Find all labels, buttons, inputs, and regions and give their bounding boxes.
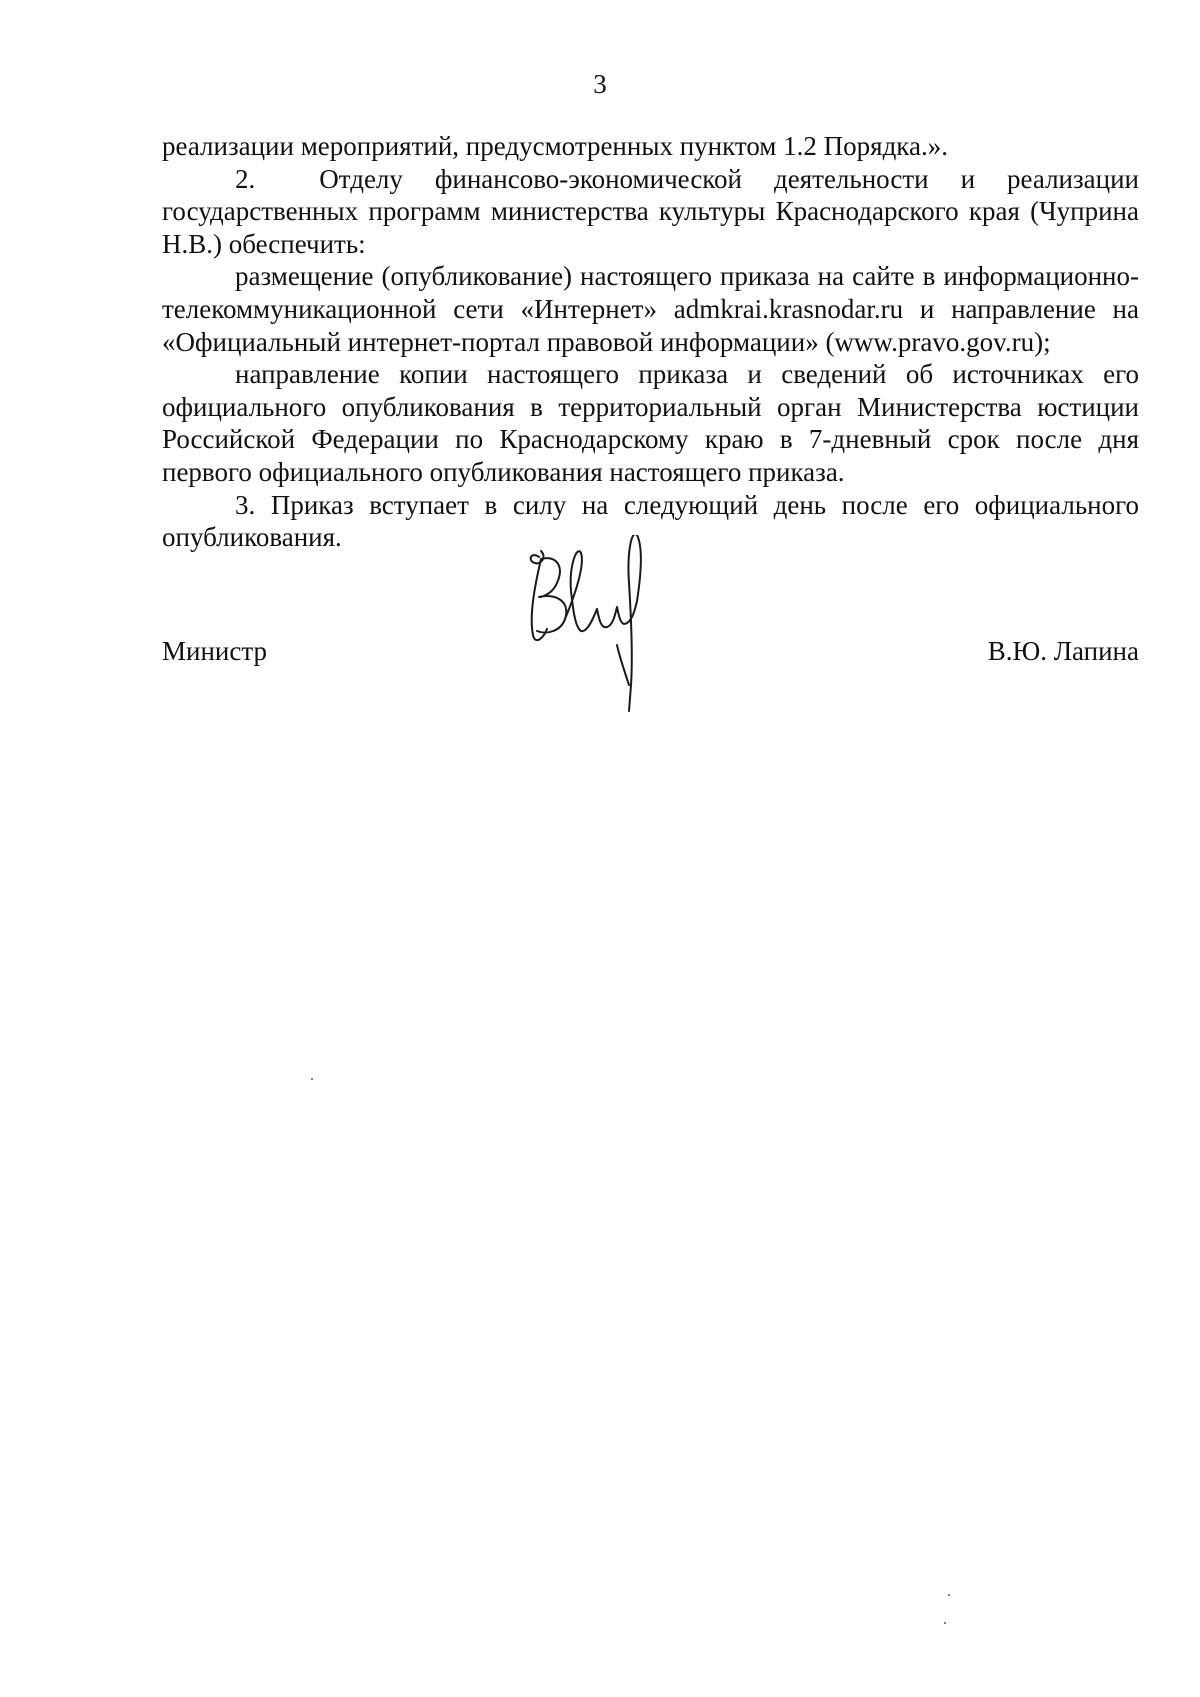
paragraph-continuation: реализации мероприятий, предусмотренных пунктом 1.2 Порядка.».	[162, 131, 948, 161]
paragraph-justice-copy: направление копии настоящего приказа и сведений об источниках его официального опубликования в территориальный орган Министерства юстиции Российской Федерации по Краснодарскому краю в 7-дневный срок после дня первого официального опубликования настоящего приказа.	[162, 359, 1139, 487]
signatory-title: Министр	[162, 636, 267, 666]
scan-artifact-dot	[948, 1594, 950, 1596]
document-body	[162, 130, 1139, 554]
page-number: 3	[593, 69, 607, 99]
handwritten-signature	[525, 535, 685, 725]
paragraph-publication: размещение (опубликование) настоящего приказа на сайте в информационно-телекоммуникационной сети «Интернет» admkrai.krasnodar.ru и направление на «Официальный интернет-портал правовой информации» (www.pravo.gov.ru);	[162, 261, 1139, 357]
scan-artifact-dot	[944, 1622, 946, 1624]
scan-artifact-dot	[311, 1078, 313, 1080]
paragraph-item-2: 2. Отделу финансово-экономической деятельности и реализации государственных программ министерства культуры Краснодарского края (Чуприна Н.В.) обеспечить:	[162, 163, 1139, 259]
signatory-name: В.Ю. Лапина	[987, 636, 1139, 666]
signature-block	[162, 635, 1139, 675]
paragraph-item-3: 3. Приказ вступает в силу на следующий день после его официального опубликования.	[162, 489, 1139, 553]
